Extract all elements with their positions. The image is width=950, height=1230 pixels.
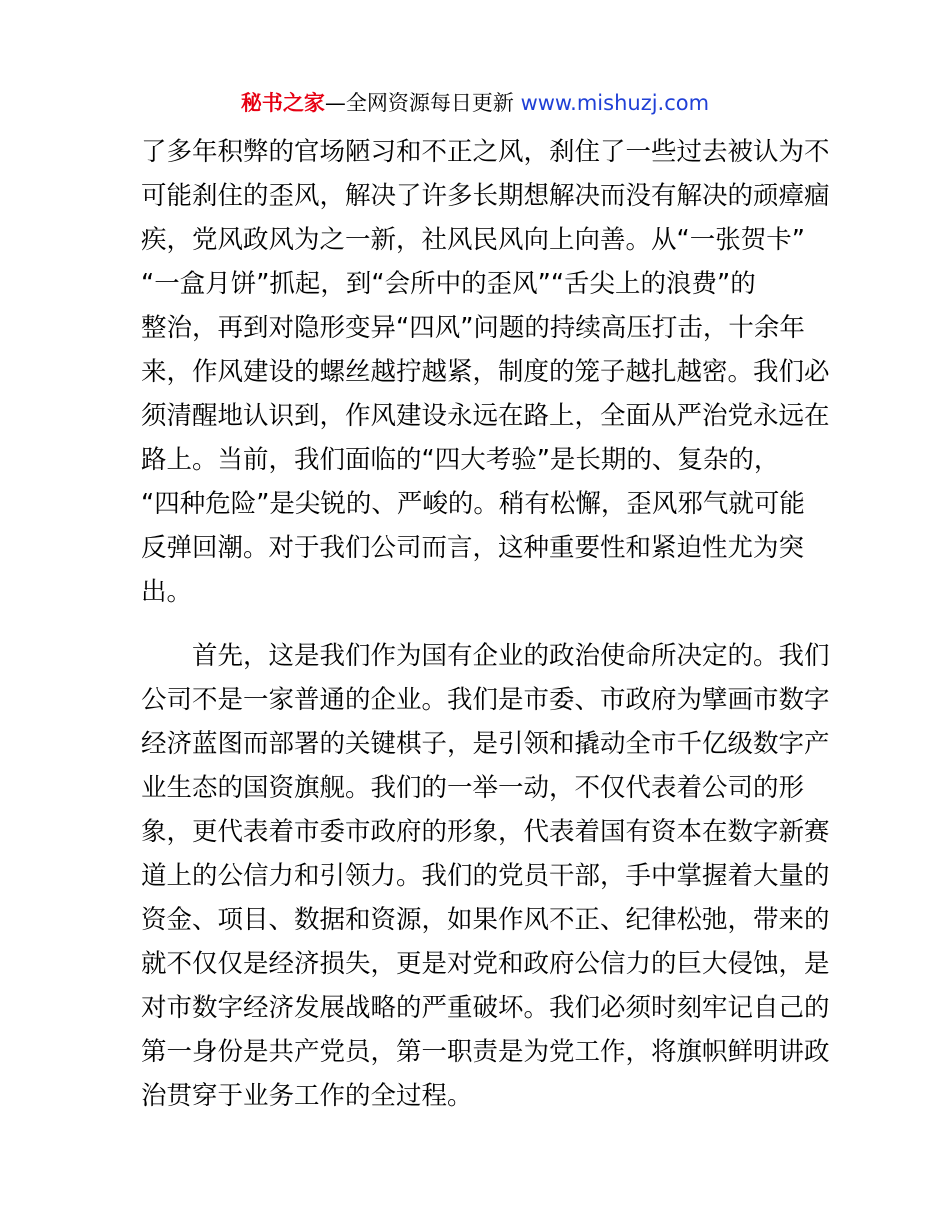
website-link[interactable]: www.mishuzj.com (520, 91, 710, 115)
paragraph-1 (141, 130, 830, 614)
text-line: 对市数字经济发展战略的严重破坏。我们必须时刻牢记自己的 (141, 993, 830, 1023)
header-tagline: —全网资源每日更新 (324, 91, 514, 115)
text-line: 疾，党风政风为之一新，社风民风向上向善。从“一张贺卡” (141, 225, 805, 255)
brand-name: 秘书之家 (240, 91, 325, 115)
text-line: 了多年积弊的官场陋习和不正之风，刹住了一些过去被认为不 (141, 137, 830, 167)
text-line: 道上的公信力和引领力。我们的党员干部，手中掌握着大量的 (141, 861, 830, 891)
paragraph-2 (141, 634, 830, 1118)
paragraph-spacer (141, 614, 813, 634)
text-line: 第一身份是共产党员，第一职责是为党工作，将旗帜鲜明讲政 (141, 1037, 830, 1067)
document-body (141, 130, 830, 1118)
page-header (0, 88, 950, 118)
text-line: 首先，这是我们作为国有企业的政治使命所决定的。我们 (192, 641, 830, 671)
text-line: 反弹回潮。对于我们公司而言，这种重要性和紧迫性尤为突 (141, 533, 805, 563)
text-line: 来，作风建设的螺丝越拧越紧，制度的笼子越扎越密。我们必 (141, 357, 830, 387)
text-line: 须清醒地认识到，作风建设永远在路上，全面从严治党永远在 (141, 401, 830, 431)
text-line: 出。 (141, 577, 193, 607)
text-line: 治贯穿于业务工作的全过程。 (141, 1081, 473, 1111)
text-line: 经济蓝图而部署的关键棋子，是引领和撬动全市千亿级数字产 (141, 729, 830, 759)
text-line: 路上。当前，我们面临的“四大考验”是长期的、复杂的， (141, 445, 780, 475)
text-line: “四种危险”是尖锐的、严峻的。稍有松懈，歪风邪气就可能 (141, 489, 805, 519)
text-line: 象，更代表着市委市政府的形象，代表着国有资本在数字新赛 (141, 817, 830, 847)
text-line: 整治，再到对隐形变异“四风”问题的持续高压打击，十余年 (141, 313, 805, 343)
text-line: 可能刹住的歪风，解决了许多长期想解决而没有解决的顽瘴痼 (141, 181, 830, 211)
text-line: 资金、项目、数据和资源，如果作风不正、纪律松弛，带来的 (141, 905, 830, 935)
text-line: 公司不是一家普通的企业。我们是市委、市政府为擘画市数字 (141, 685, 830, 715)
text-line: 就不仅仅是经济损失，更是对党和政府公信力的巨大侵蚀，是 (141, 949, 830, 979)
text-line: “一盒月饼”抓起，到“会所中的歪风”“舌尖上的浪费”的 (141, 269, 756, 299)
text-line: 业生态的国资旗舰。我们的一举一动，不仅代表着公司的形 (141, 773, 805, 803)
